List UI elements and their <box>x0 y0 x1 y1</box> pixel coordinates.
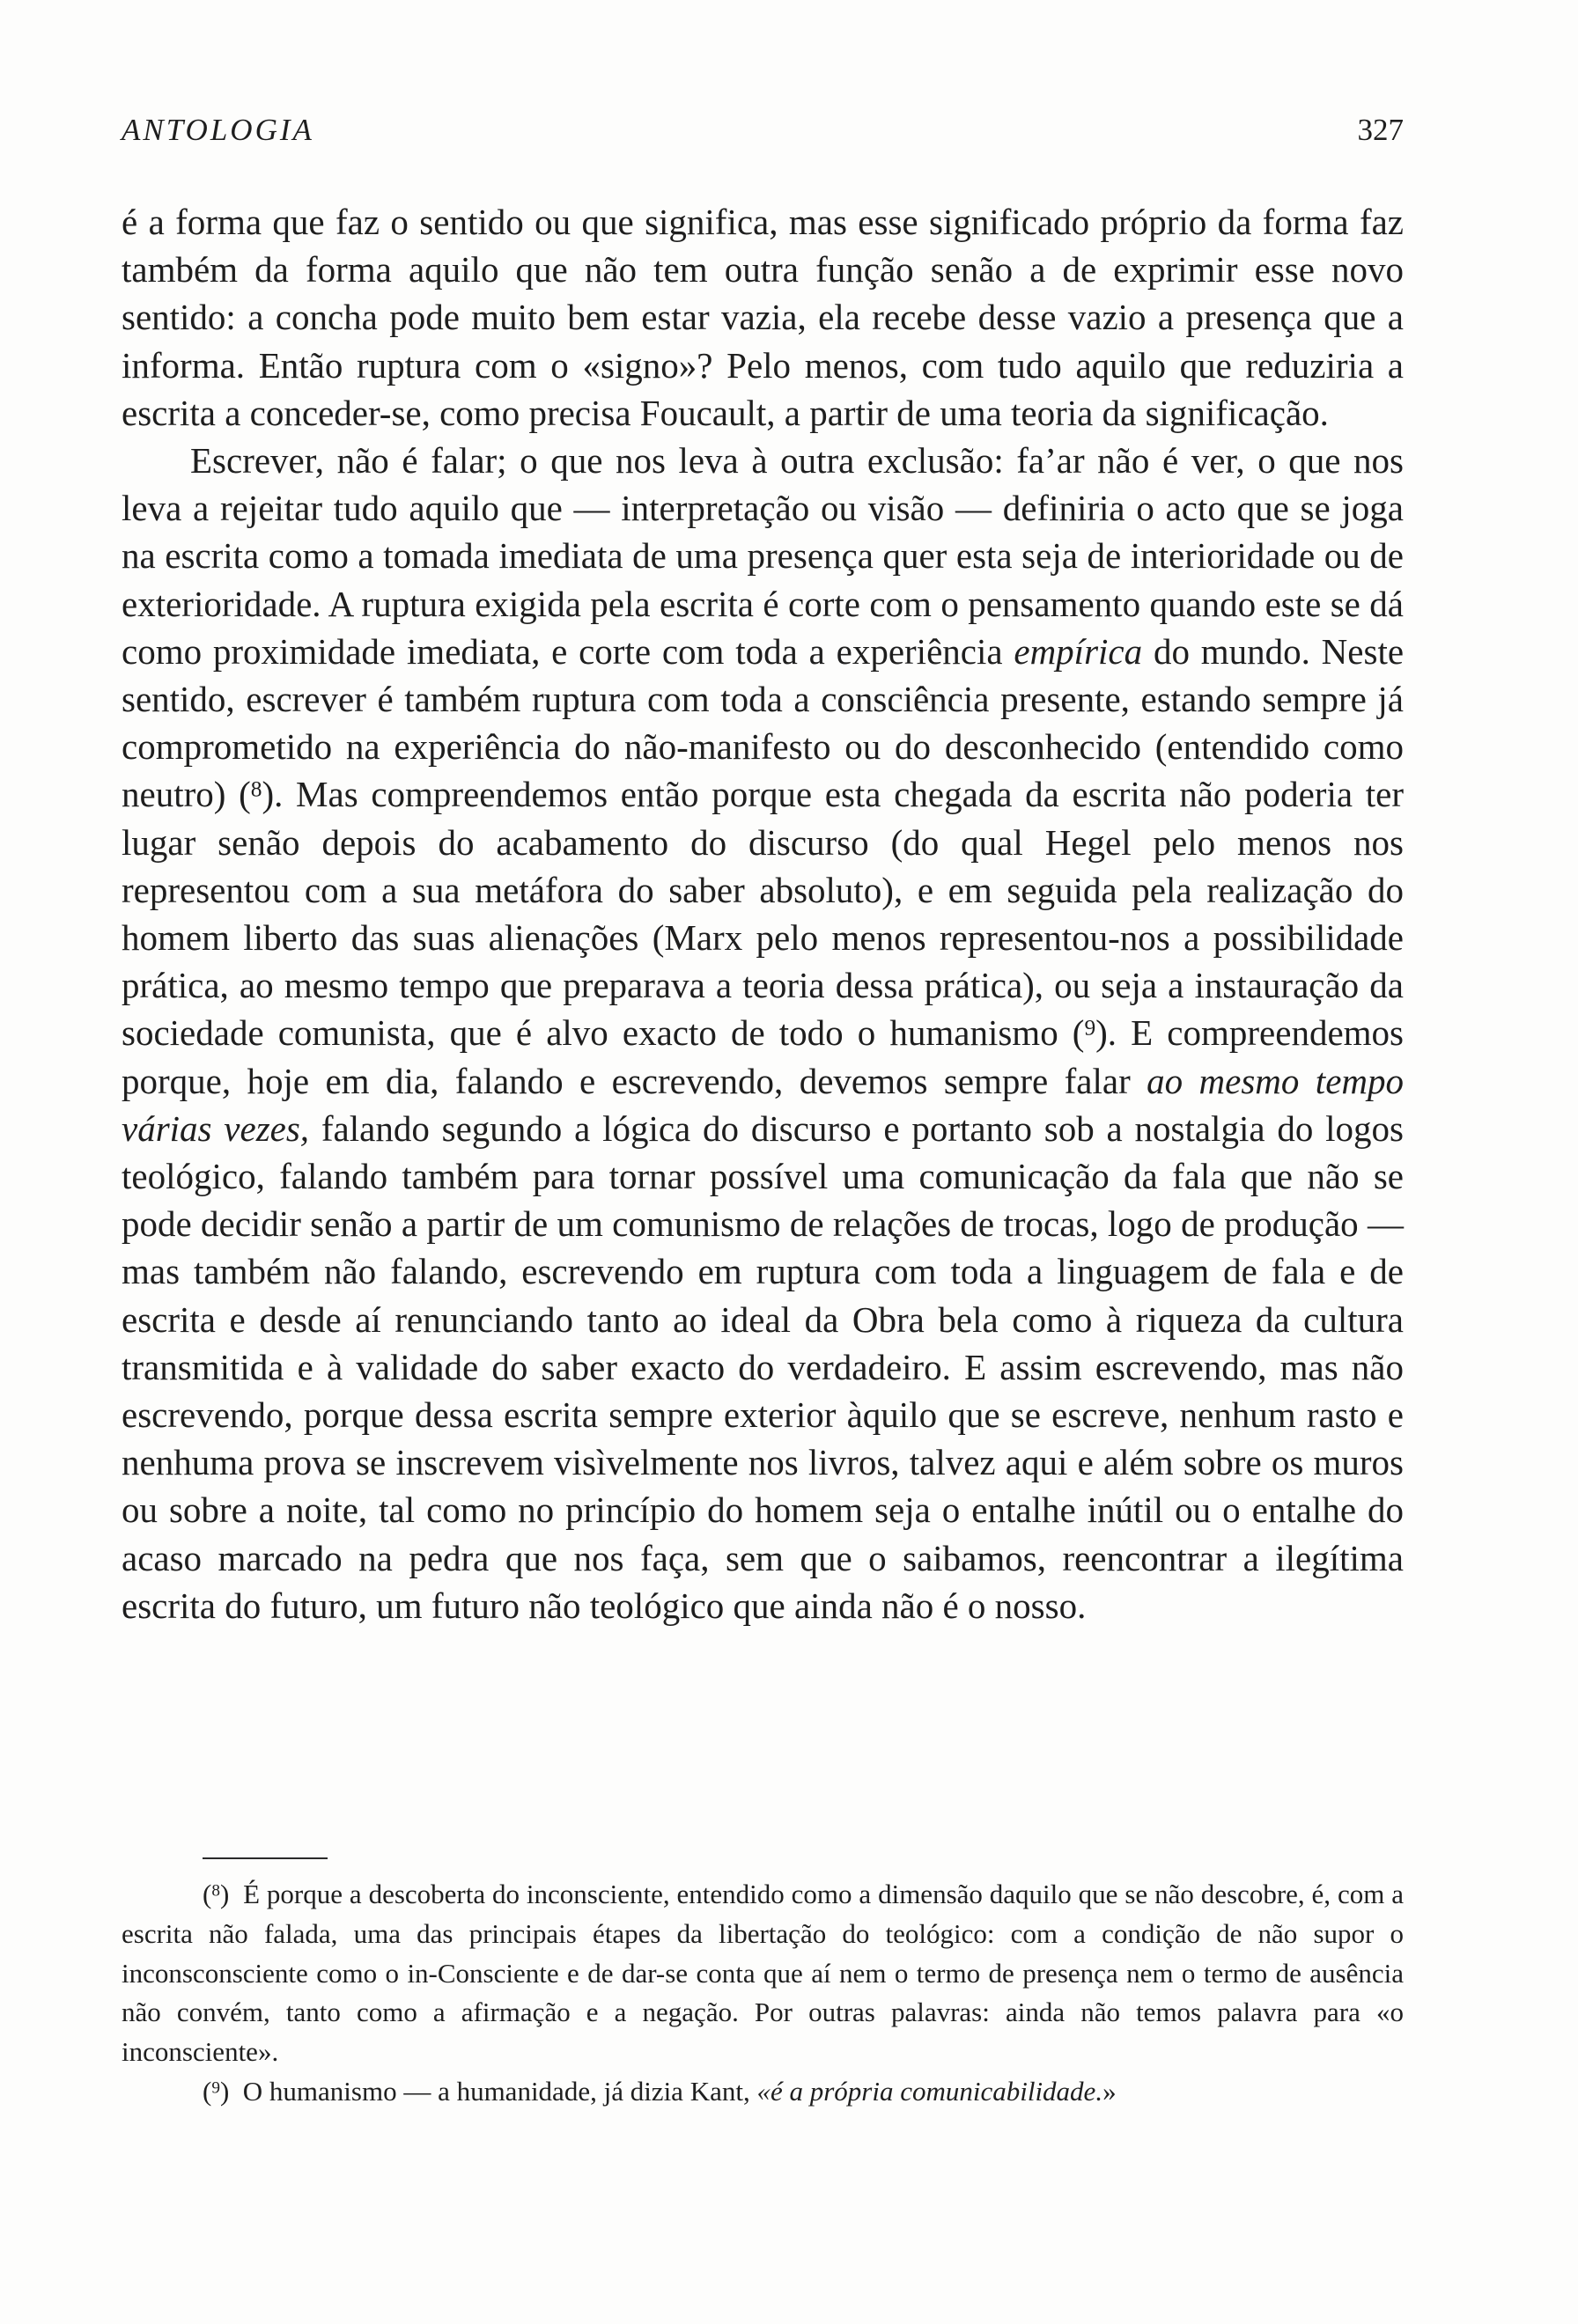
footnote-9-marker: 9 <box>211 2078 220 2098</box>
footnote-8-marker: 8 <box>211 1881 220 1901</box>
footnote-ref-9[interactable]: 9 <box>1084 1016 1096 1041</box>
paragraph-2-text-c: ). Mas compreendemos então porque esta chegada da escrita não poderia ter lugar senão depois do acabamento do discurso (do qual Hegel pelo menos nos representou com a sua metáfora do saber absoluto), e em seguida pela realização do homem liberto das suas alienações (Marx pelo menos representou-nos a possibilidade prática, ao mesmo tempo que preparava a teoria dessa prática), ou seja a instauração da sociedade comunista, que é alvo exacto de todo o humanismo ( <box>122 774 1404 1054</box>
footnote-separator <box>203 1857 328 1859</box>
footnote-8-text: É porque a descoberta do inconsciente, entendido como a dimensão daquilo que se não descobre, é, com a escrita não falada, uma das principais étapes da libertação do teológico: com a condição de não supor o inconsconsciente como o in-Consciente e de dar-se conta que aí nem o termo de presença nem o termo de ausência não convém, tanto como a afirmação e a negação. Por outras palavras: ainda não temos palavra para «o inconsciente». <box>122 1879 1404 2068</box>
paragraph-2 <box>122 437 1404 1629</box>
paragraph-2-text-e: falando segundo a lógica do discurso e portanto sob a nostalgia do logos teológico, falando também para tornar possível uma comunicação da fala que não se pode decidir senão a partir de um comunismo de relações de trocas, logo de produção — mas também não falando, escrevendo em ruptura com toda a linguagem de fala e de escrita e desde aí renunciando tanto ao ideal da Obra bela como à riqueza da cultura transmitida e à validade do saber exacto do verdadeiro. E assim escrevendo, mas não escrevendo, porque dessa escrita sempre exterior àquilo que se escreve, nenhum rasto e nenhuma prova se inscrevem visìvelmente nos livros, talvez aqui e além sobre os muros ou sobre a noite, tal como no princípio do homem seja o entalhe inútil ou o entalhe do acaso marcado na pedra que nos faça, sem que o saibamos, reencontrar a ilegítima escrita do futuro, um futuro não teológico que ainda não é o nosso. <box>122 1107 1404 1626</box>
footnote-8: ($^8$) É porque a descoberta do inconsciente, entendido como a dimensão daquilo que se não descobre, é, com a escrita não falada, uma das principais étapes da libertação do teológico: com a condição de não supor o inconsconsciente como o in-Consciente e de dar-se conta que aí nem o termo de presença nem o termo de ausência não convém, tanto como a afirmação e a negação. Por outras palavras: ainda não temos palavra para «o inconsciente». <box>122 1879 1404 2068</box>
italic-phrase-ao-mesmo-tempo: ao mesmo tempo várias vezes, <box>122 1060 1405 1149</box>
footnote-9-text: O humanismo — a humanidade, já dizia Kant, <box>242 2075 750 2107</box>
paragraph-2-text-b: do mundo. Neste sentido, escrever é também ruptura com toda a consciência presente, estando sempre já comprometido na experiência do não-manifesto ou do desconhecido (entendido como neutro) ( <box>122 630 1405 815</box>
paragraph-2-text-a: Escrever, não é falar; o que nos leva à outra exclusão: fa’ar não é ver, o que nos leva a rejeitar tudo aquilo que — interpretação ou visão — definiria o acto que se joga na escrita como a tomada imediata de uma presença quer esta seja de interioridade ou de exterioridade. A ruptura exigida pela escrita é corte com o pensamento quando este se dá como proximidade imediata, e corte com toda a experiência <box>122 440 1404 672</box>
paragraph-1: é a forma que faz o sentido ou que significa, mas esse significado próprio da forma faz também da forma aquilo que não tem outra função senão a de exprimir esse novo sentido: a concha pode muito bem estar vazia, ela recebe desse vazio a presença que a informa. Então ruptura com o «signo»? Pelo menos, com tudo aquilo que reduziria a escrita a conceder-se, como precisa Foucault, a partir de uma teoria da significação. <box>122 202 1404 433</box>
footnote-9: ($^9$) O humanismo — a humanidade, já dizia Kant, «é a própria comunicabilidade.» <box>203 2075 1117 2107</box>
page-number: 327 <box>1357 113 1404 147</box>
footnote-ref-8[interactable]: 8 <box>250 777 262 802</box>
italic-word-empirica: empírica <box>1014 630 1143 672</box>
main-text <box>122 198 1404 1629</box>
paragraph-2-text-d: ). E compreendemos porque, hoje em dia, falando e escrevendo, devemos sempre falar <box>122 1012 1404 1101</box>
running-title: ANTOLOGIA <box>122 113 314 147</box>
footnote-9-quote: «é a própria comunicabilidade. <box>756 2075 1103 2107</box>
footnote-9-quote-close: » <box>1102 2075 1117 2107</box>
footnotes <box>122 1875 1404 2112</box>
running-header <box>122 113 1404 157</box>
